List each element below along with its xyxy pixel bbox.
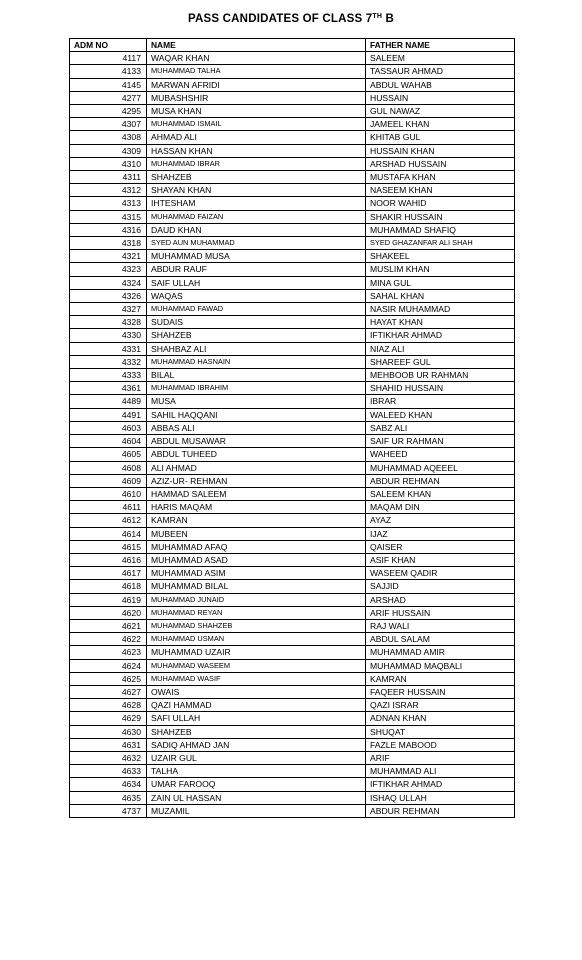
adm-no-cell: 4145 bbox=[70, 78, 147, 91]
father-name-cell: QAISER bbox=[366, 540, 515, 553]
father-name-cell: ARIF bbox=[366, 751, 515, 764]
table-row bbox=[70, 685, 515, 698]
father-name-cell: MAQAM DIN bbox=[366, 501, 515, 514]
table-row bbox=[70, 303, 515, 316]
name-cell: SUDAIS bbox=[147, 316, 366, 329]
table-row bbox=[70, 184, 515, 197]
adm-no-cell: 4614 bbox=[70, 527, 147, 540]
father-name-cell: ABDUL WAHAB bbox=[366, 78, 515, 91]
name-cell: MUHAMMAD MUSA bbox=[147, 250, 366, 263]
table-row bbox=[70, 778, 515, 791]
adm-no-cell: 4331 bbox=[70, 342, 147, 355]
name-cell: ALI AHMAD bbox=[147, 461, 366, 474]
adm-no-cell: 4615 bbox=[70, 540, 147, 553]
father-name-cell: WALEED KHAN bbox=[366, 408, 515, 421]
adm-no-cell: 4277 bbox=[70, 91, 147, 104]
table-row bbox=[70, 210, 515, 223]
name-cell: QAZI HAMMAD bbox=[147, 699, 366, 712]
name-cell: ABDUL MUSAWAR bbox=[147, 435, 366, 448]
father-name-cell: SABZ ALI bbox=[366, 421, 515, 434]
table-row bbox=[70, 355, 515, 368]
adm-no-cell: 4326 bbox=[70, 289, 147, 302]
father-name-cell: MUSTAFA KHAN bbox=[366, 171, 515, 184]
name-cell: HARIS MAQAM bbox=[147, 501, 366, 514]
adm-no-cell: 4609 bbox=[70, 474, 147, 487]
father-name-cell: HUSSAIN bbox=[366, 91, 515, 104]
adm-no-cell: 4324 bbox=[70, 276, 147, 289]
father-name-cell: AYAZ bbox=[366, 514, 515, 527]
father-name-cell: SYED GHAZANFAR ALI SHAH bbox=[366, 237, 515, 250]
adm-no-cell: 4330 bbox=[70, 329, 147, 342]
table-row bbox=[70, 289, 515, 302]
adm-no-cell: 4619 bbox=[70, 593, 147, 606]
table-row bbox=[70, 633, 515, 646]
name-cell: MUHAMMAD SHAHZEB bbox=[147, 619, 366, 632]
adm-no-cell: 4309 bbox=[70, 144, 147, 157]
name-cell: SADIQ AHMAD JAN bbox=[147, 738, 366, 751]
table-row bbox=[70, 580, 515, 593]
adm-no-cell: 4623 bbox=[70, 646, 147, 659]
table-row bbox=[70, 144, 515, 157]
father-name-cell: MUHAMMAD SHAFIQ bbox=[366, 223, 515, 236]
adm-no-cell: 4633 bbox=[70, 765, 147, 778]
adm-no-cell: 4603 bbox=[70, 421, 147, 434]
table-row bbox=[70, 725, 515, 738]
table-body bbox=[70, 52, 515, 818]
adm-no-cell: 4332 bbox=[70, 355, 147, 368]
table-row bbox=[70, 606, 515, 619]
father-name-cell: WAHEED bbox=[366, 448, 515, 461]
name-cell: MUHAMMAD IBRAR bbox=[147, 157, 366, 170]
header-adm-no: ADM NO bbox=[70, 39, 147, 52]
table-row bbox=[70, 421, 515, 434]
name-cell: SAFI ULLAH bbox=[147, 712, 366, 725]
father-name-cell: MUHAMMAD MAQBALI bbox=[366, 659, 515, 672]
father-name-cell: KHITAB GUL bbox=[366, 131, 515, 144]
adm-no-cell: 4737 bbox=[70, 804, 147, 817]
table-row bbox=[70, 448, 515, 461]
name-cell: MUBEEN bbox=[147, 527, 366, 540]
name-cell: MUHAMMAD ASAD bbox=[147, 553, 366, 566]
name-cell: UZAIR GUL bbox=[147, 751, 366, 764]
name-cell: MUHAMMAD ASIM bbox=[147, 567, 366, 580]
adm-no-cell: 4635 bbox=[70, 791, 147, 804]
name-cell: MUHAMMAD ISMAIL bbox=[147, 118, 366, 131]
name-cell: HAMMAD SALEEM bbox=[147, 487, 366, 500]
father-name-cell: ARSHAD bbox=[366, 593, 515, 606]
adm-no-cell: 4328 bbox=[70, 316, 147, 329]
table-row bbox=[70, 461, 515, 474]
adm-no-cell: 4627 bbox=[70, 685, 147, 698]
adm-no-cell: 4611 bbox=[70, 501, 147, 514]
table-row bbox=[70, 197, 515, 210]
table-row bbox=[70, 527, 515, 540]
table-row bbox=[70, 474, 515, 487]
father-name-cell: MUHAMMAD ALI bbox=[366, 765, 515, 778]
adm-no-cell: 4315 bbox=[70, 210, 147, 223]
name-cell: MUHAMMAD FAWAD bbox=[147, 303, 366, 316]
name-cell: SHAHZEB bbox=[147, 329, 366, 342]
page-title bbox=[0, 13, 582, 25]
table-row bbox=[70, 52, 515, 65]
father-name-cell: ABDUR REHMAN bbox=[366, 474, 515, 487]
father-name-cell: GUL NAWAZ bbox=[366, 105, 515, 118]
adm-no-cell: 4622 bbox=[70, 633, 147, 646]
adm-no-cell: 4608 bbox=[70, 461, 147, 474]
father-name-cell: ADNAN KHAN bbox=[366, 712, 515, 725]
adm-no-cell: 4605 bbox=[70, 448, 147, 461]
table-row bbox=[70, 91, 515, 104]
name-cell: MUHAMMAD AFAQ bbox=[147, 540, 366, 553]
name-cell: SHAHZEB bbox=[147, 171, 366, 184]
father-name-cell: QAZI ISRAR bbox=[366, 699, 515, 712]
table-row bbox=[70, 263, 515, 276]
adm-no-cell: 4604 bbox=[70, 435, 147, 448]
table-row bbox=[70, 619, 515, 632]
adm-no-cell: 4617 bbox=[70, 567, 147, 580]
table-row bbox=[70, 105, 515, 118]
adm-no-cell: 4321 bbox=[70, 250, 147, 263]
adm-no-cell: 4631 bbox=[70, 738, 147, 751]
name-cell: MUSA KHAN bbox=[147, 105, 366, 118]
pass-candidates-table bbox=[69, 38, 515, 818]
table-row bbox=[70, 223, 515, 236]
adm-no-cell: 4311 bbox=[70, 171, 147, 184]
name-cell: MUHAMMAD JUNAID bbox=[147, 593, 366, 606]
table-row bbox=[70, 501, 515, 514]
father-name-cell: JAMEEL KHAN bbox=[366, 118, 515, 131]
name-cell: SYED AUN MUHAMMAD bbox=[147, 237, 366, 250]
name-cell: MUHAMMAD IBRAHIM bbox=[147, 382, 366, 395]
table-row bbox=[70, 514, 515, 527]
adm-no-cell: 4133 bbox=[70, 65, 147, 78]
table-row bbox=[70, 276, 515, 289]
table-header-row bbox=[70, 39, 515, 52]
name-cell: SHAYAN KHAN bbox=[147, 184, 366, 197]
adm-no-cell: 4612 bbox=[70, 514, 147, 527]
name-cell: MUHAMMAD FAIZAN bbox=[147, 210, 366, 223]
name-cell: MUHAMMAD USMAN bbox=[147, 633, 366, 646]
title-section: B bbox=[382, 13, 394, 25]
father-name-cell: ARIF HUSSAIN bbox=[366, 606, 515, 619]
name-cell: SHAHBAZ ALI bbox=[147, 342, 366, 355]
table-row bbox=[70, 593, 515, 606]
adm-no-cell: 4333 bbox=[70, 369, 147, 382]
table-row bbox=[70, 553, 515, 566]
adm-no-cell: 4620 bbox=[70, 606, 147, 619]
title-text: PASS CANDIDATES OF CLASS 7 bbox=[188, 13, 373, 25]
table-row bbox=[70, 699, 515, 712]
adm-no-cell: 4307 bbox=[70, 118, 147, 131]
adm-no-cell: 4489 bbox=[70, 395, 147, 408]
name-cell: MARWAN AFRIDI bbox=[147, 78, 366, 91]
father-name-cell: ARSHAD HUSSAIN bbox=[366, 157, 515, 170]
table-row bbox=[70, 672, 515, 685]
table-row bbox=[70, 131, 515, 144]
name-cell: OWAIS bbox=[147, 685, 366, 698]
father-name-cell: ABDUL SALAM bbox=[366, 633, 515, 646]
adm-no-cell: 4624 bbox=[70, 659, 147, 672]
adm-no-cell: 4618 bbox=[70, 580, 147, 593]
name-cell: MUHAMMAD REYAN bbox=[147, 606, 366, 619]
adm-no-cell: 4632 bbox=[70, 751, 147, 764]
adm-no-cell: 4625 bbox=[70, 672, 147, 685]
table-row bbox=[70, 382, 515, 395]
table-row bbox=[70, 171, 515, 184]
name-cell: TALHA bbox=[147, 765, 366, 778]
name-cell: MUHAMMAD WASEEM bbox=[147, 659, 366, 672]
name-cell: MUHAMMAD HASNAIN bbox=[147, 355, 366, 368]
adm-no-cell: 4327 bbox=[70, 303, 147, 316]
header-name: NAME bbox=[147, 39, 366, 52]
adm-no-cell: 4313 bbox=[70, 197, 147, 210]
adm-no-cell: 4621 bbox=[70, 619, 147, 632]
table-row bbox=[70, 78, 515, 91]
table-row bbox=[70, 157, 515, 170]
father-name-cell: IBRAR bbox=[366, 395, 515, 408]
table-row bbox=[70, 659, 515, 672]
name-cell: SHAHZEB bbox=[147, 725, 366, 738]
table-row bbox=[70, 342, 515, 355]
father-name-cell: HAYAT KHAN bbox=[366, 316, 515, 329]
adm-no-cell: 4318 bbox=[70, 237, 147, 250]
father-name-cell: SHAKIR HUSSAIN bbox=[366, 210, 515, 223]
father-name-cell: HUSSAIN KHAN bbox=[366, 144, 515, 157]
name-cell: AZIZ-UR- REHMAN bbox=[147, 474, 366, 487]
father-name-cell: MUHAMMAD AMIR bbox=[366, 646, 515, 659]
name-cell: IHTESHAM bbox=[147, 197, 366, 210]
father-name-cell: ABDUR REHMAN bbox=[366, 804, 515, 817]
name-cell: ABDUR RAUF bbox=[147, 263, 366, 276]
father-name-cell: SHAHID HUSSAIN bbox=[366, 382, 515, 395]
adm-no-cell: 4630 bbox=[70, 725, 147, 738]
father-name-cell: SAIF UR RAHMAN bbox=[366, 435, 515, 448]
table-row bbox=[70, 329, 515, 342]
title-superscript: TH bbox=[372, 13, 383, 20]
table-row bbox=[70, 791, 515, 804]
father-name-cell: IJAZ bbox=[366, 527, 515, 540]
adm-no-cell: 4491 bbox=[70, 408, 147, 421]
adm-no-cell: 4312 bbox=[70, 184, 147, 197]
adm-no-cell: 4323 bbox=[70, 263, 147, 276]
adm-no-cell: 4316 bbox=[70, 223, 147, 236]
table-row bbox=[70, 408, 515, 421]
table-row bbox=[70, 65, 515, 78]
name-cell: MUHAMMAD UZAIR bbox=[147, 646, 366, 659]
father-name-cell: SHAREEF GUL bbox=[366, 355, 515, 368]
adm-no-cell: 4308 bbox=[70, 131, 147, 144]
name-cell: UMAR FAROOQ bbox=[147, 778, 366, 791]
adm-no-cell: 4361 bbox=[70, 382, 147, 395]
father-name-cell: FAQEER HUSSAIN bbox=[366, 685, 515, 698]
table-row bbox=[70, 804, 515, 817]
father-name-cell: MUHAMMAD AQEEEL bbox=[366, 461, 515, 474]
name-cell: ABBAS ALI bbox=[147, 421, 366, 434]
adm-no-cell: 4616 bbox=[70, 553, 147, 566]
name-cell: HASSAN KHAN bbox=[147, 144, 366, 157]
name-cell: BILAL bbox=[147, 369, 366, 382]
father-name-cell: SALEEM bbox=[366, 52, 515, 65]
name-cell: AHMAD ALI bbox=[147, 131, 366, 144]
father-name-cell: SALEEM KHAN bbox=[366, 487, 515, 500]
name-cell: MUHAMMAD BILAL bbox=[147, 580, 366, 593]
table-row bbox=[70, 712, 515, 725]
father-name-cell: IFTIKHAR AHMAD bbox=[366, 778, 515, 791]
adm-no-cell: 4634 bbox=[70, 778, 147, 791]
adm-no-cell: 4310 bbox=[70, 157, 147, 170]
table-row bbox=[70, 118, 515, 131]
name-cell: MUHAMMAD TALHA bbox=[147, 65, 366, 78]
father-name-cell: NASIR MUHAMMAD bbox=[366, 303, 515, 316]
father-name-cell: MUSLIM KHAN bbox=[366, 263, 515, 276]
table-row bbox=[70, 751, 515, 764]
name-cell: MUHAMMAD WASIF bbox=[147, 672, 366, 685]
adm-no-cell: 4610 bbox=[70, 487, 147, 500]
name-cell: DAUD KHAN bbox=[147, 223, 366, 236]
adm-no-cell: 4628 bbox=[70, 699, 147, 712]
header-father-name: FATHER NAME bbox=[366, 39, 515, 52]
name-cell: ZAIN UL HASSAN bbox=[147, 791, 366, 804]
adm-no-cell: 4629 bbox=[70, 712, 147, 725]
name-cell: MUBASHSHIR bbox=[147, 91, 366, 104]
table-row bbox=[70, 567, 515, 580]
table-row bbox=[70, 395, 515, 408]
father-name-cell: NIAZ ALI bbox=[366, 342, 515, 355]
name-cell: KAMRAN bbox=[147, 514, 366, 527]
table-row bbox=[70, 646, 515, 659]
adm-no-cell: 4295 bbox=[70, 105, 147, 118]
father-name-cell: FAZLE MABOOD bbox=[366, 738, 515, 751]
name-cell: WAQAS bbox=[147, 289, 366, 302]
father-name-cell: MEHBOOB UR RAHMAN bbox=[366, 369, 515, 382]
father-name-cell: RAJ WALI bbox=[366, 619, 515, 632]
father-name-cell: ASIF KHAN bbox=[366, 553, 515, 566]
father-name-cell: WASEEM QADIR bbox=[366, 567, 515, 580]
name-cell: ABDUL TUHEED bbox=[147, 448, 366, 461]
father-name-cell: MINA GUL bbox=[366, 276, 515, 289]
name-cell: SAHIL HAQQANI bbox=[147, 408, 366, 421]
father-name-cell: TASSAUR AHMAD bbox=[366, 65, 515, 78]
father-name-cell: KAMRAN bbox=[366, 672, 515, 685]
name-cell: SAIF ULLAH bbox=[147, 276, 366, 289]
table-row bbox=[70, 540, 515, 553]
father-name-cell: IFTIKHAR AHMAD bbox=[366, 329, 515, 342]
table-row bbox=[70, 738, 515, 751]
table-row bbox=[70, 487, 515, 500]
father-name-cell: SHUQAT bbox=[366, 725, 515, 738]
adm-no-cell: 4117 bbox=[70, 52, 147, 65]
table-row bbox=[70, 237, 515, 250]
table-row bbox=[70, 435, 515, 448]
table-row bbox=[70, 316, 515, 329]
father-name-cell: SAJJID bbox=[366, 580, 515, 593]
table-row bbox=[70, 250, 515, 263]
father-name-cell: ISHAQ ULLAH bbox=[366, 791, 515, 804]
father-name-cell: NASEEM KHAN bbox=[366, 184, 515, 197]
name-cell: WAQAR KHAN bbox=[147, 52, 366, 65]
father-name-cell: NOOR WAHID bbox=[366, 197, 515, 210]
name-cell: MUSA bbox=[147, 395, 366, 408]
name-cell: MUZAMIL bbox=[147, 804, 366, 817]
table-row bbox=[70, 369, 515, 382]
father-name-cell: SHAKEEL bbox=[366, 250, 515, 263]
father-name-cell: SAHAL KHAN bbox=[366, 289, 515, 302]
table-row bbox=[70, 765, 515, 778]
